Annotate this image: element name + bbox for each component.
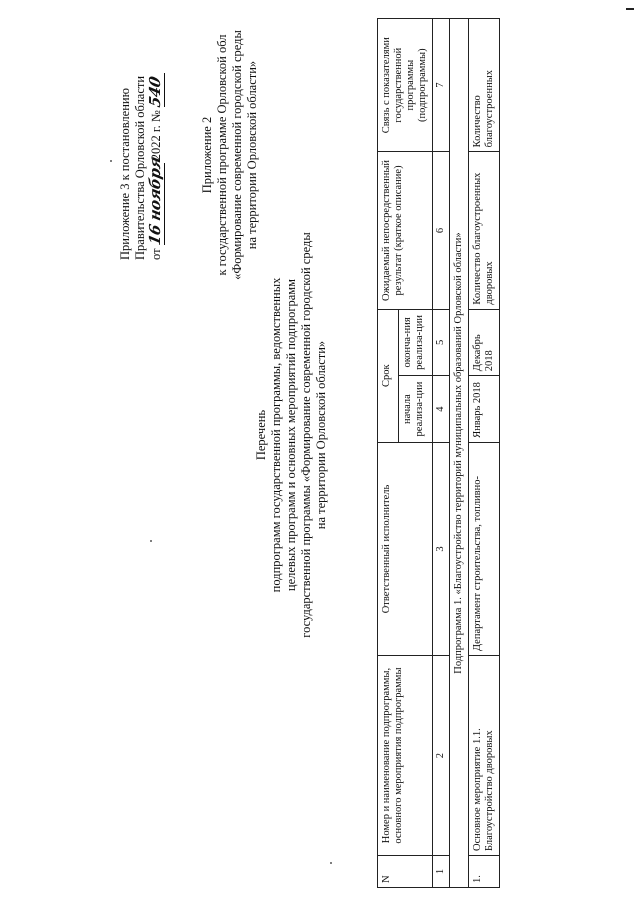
appendix2-line1: Приложение 2 (200, 116, 214, 194)
appendix3-line2: Правительства Орловской области (133, 75, 147, 260)
section-row (450, 19, 469, 888)
header-term: Срок (378, 309, 399, 442)
title-line1: Перечень (254, 409, 268, 461)
appendix2-line2: к государственной программе Орловской обл (215, 34, 229, 276)
row-executor: Департамент строительства, топливно- (469, 442, 500, 655)
col-number: 4 (433, 376, 450, 443)
appendix3-block (118, 0, 165, 260)
header-link: Связь с показателями государственной программы (подпрограммы) (378, 19, 433, 152)
header-result: Ожидаемый непосредственный результат (краткое описание) (378, 152, 433, 309)
handwritten-date: 16 ноября (146, 155, 164, 248)
row-link: Количество благоустроенных (469, 19, 500, 152)
section-title: Подпрограмма 1. «Благоустройство территорий муниципальных образований Орловской области» (450, 19, 469, 888)
appendix2-line3: «Формирование современной городской среды (230, 30, 244, 280)
title-line5: на территории Орловской области» (314, 340, 328, 530)
row-number: 1. (469, 856, 500, 888)
row-name: Основное мероприятие 1.1. Благоустройство дворовых (469, 656, 500, 856)
title-line4: государственной программы «Формирование современной городской среды (299, 232, 313, 638)
document-title (254, 175, 329, 695)
column-number-row (433, 19, 450, 888)
date-prefix: от (149, 248, 163, 260)
program-table (377, 18, 500, 888)
header-row (378, 19, 399, 888)
appendix3-date-line (148, 0, 165, 260)
col-number: 5 (433, 309, 450, 376)
col-number: 3 (433, 442, 450, 655)
col-number: 1 (433, 856, 450, 888)
appendix2-line4: на территории Орловской области» (245, 60, 259, 250)
row-result: Количество благоустроенных дворовых (469, 152, 500, 309)
appendix3-line1: Приложение 3 к постановлению (118, 88, 132, 260)
year-text: 2022 г. № (149, 110, 163, 161)
col-number: 6 (433, 152, 450, 309)
header-n: N (378, 856, 433, 888)
title-line2: подпрограмм государственной программы, ведомственных (269, 277, 283, 593)
number-field (148, 73, 165, 107)
date-field (146, 155, 165, 248)
row-start: Январь 2018 (469, 376, 500, 443)
row-end: Декабрь 2018 (469, 309, 500, 376)
title-line3: целевых программ и основных мероприятий подпрограмм (284, 278, 298, 592)
appendix2-block (200, 0, 260, 315)
col-number: 7 (433, 19, 450, 152)
handwritten-number: 540 (146, 75, 164, 109)
header-term-end: оконча-ния реализа-ции (398, 309, 432, 376)
table-row (469, 19, 500, 888)
header-executor: Ответственный исполнитель (378, 442, 433, 655)
col-number: 2 (433, 656, 450, 856)
header-name: Номер и наименование подпрограммы, основного мероприятия подпрограммы (378, 656, 433, 856)
header-term-start: начала реализа-ции (398, 376, 432, 443)
